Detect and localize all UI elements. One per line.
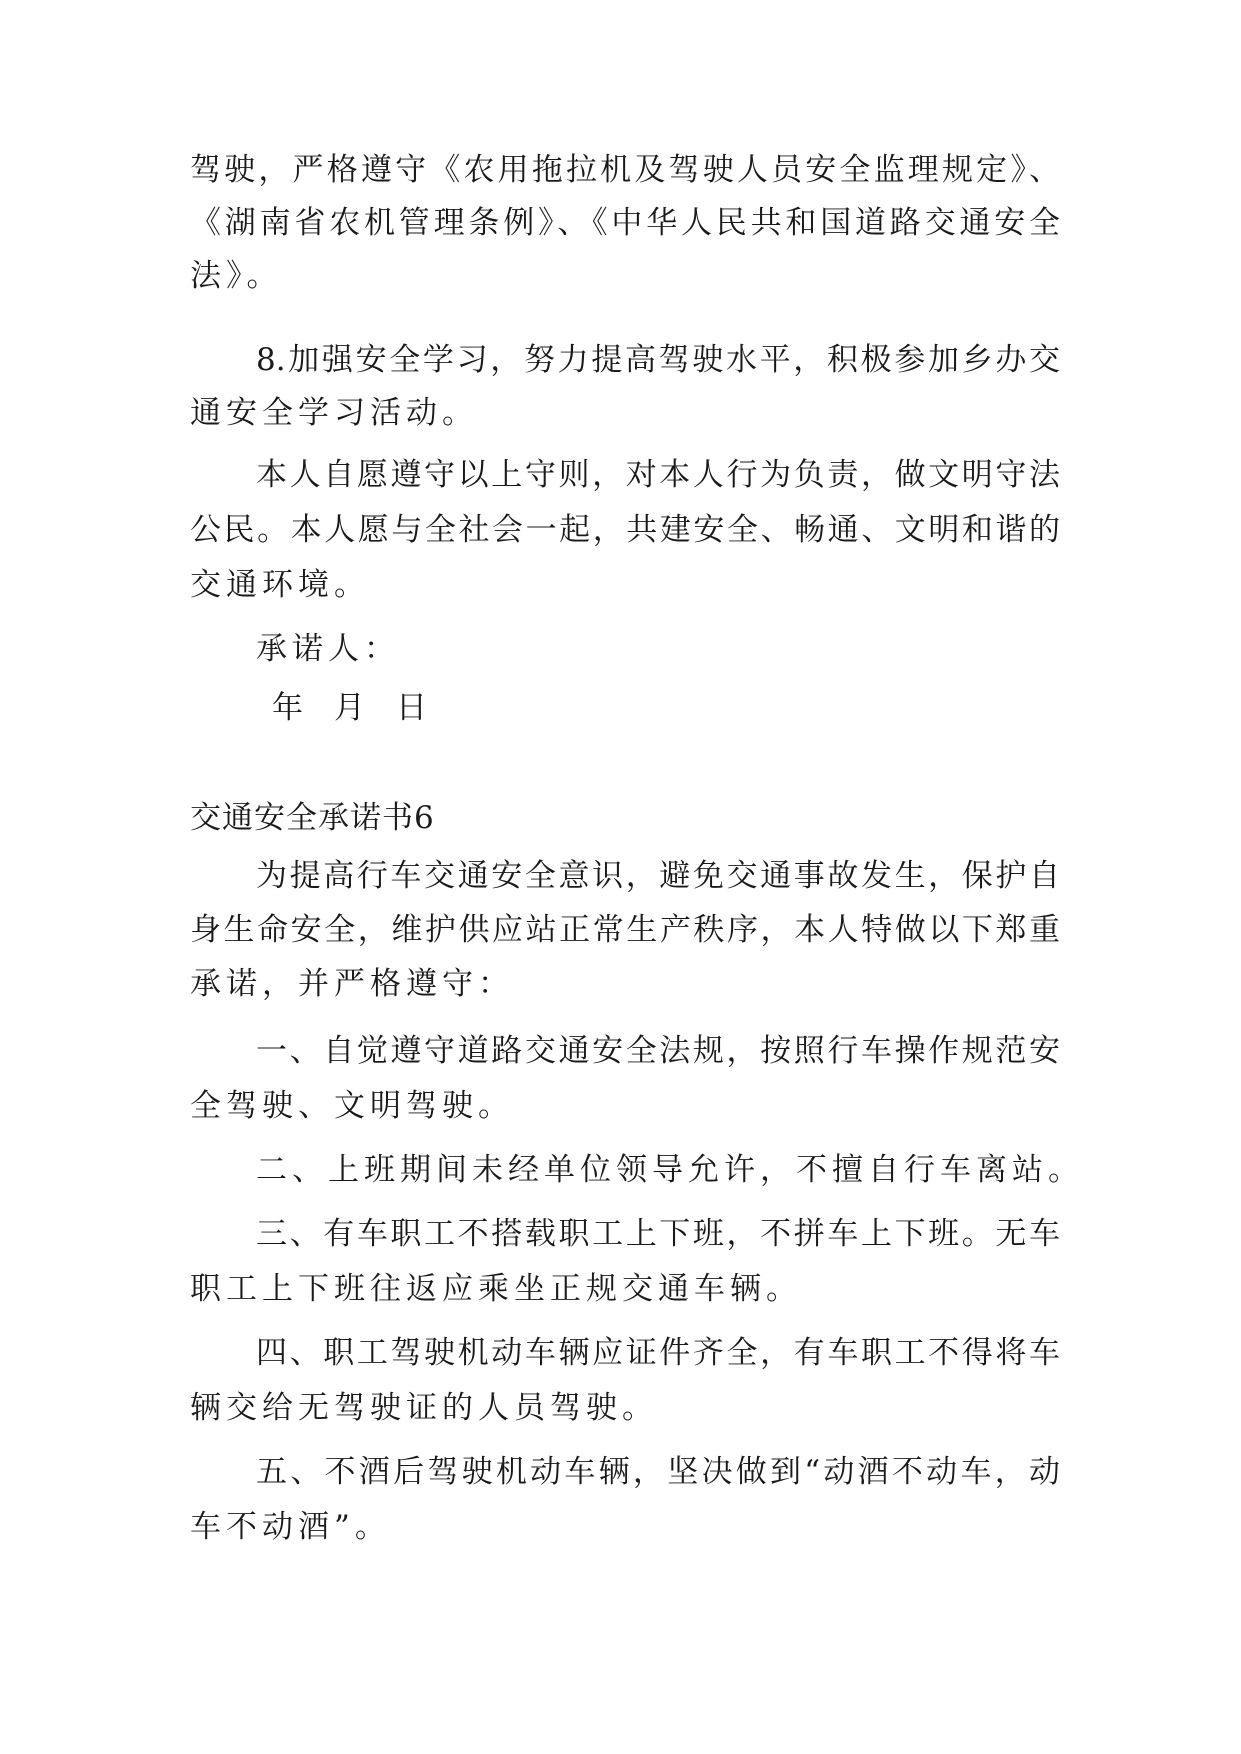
date-year: 年 xyxy=(272,690,308,726)
paragraph-line: 全驾驶、文明驾驶。 xyxy=(190,1088,514,1124)
date-day: 日 xyxy=(396,690,432,726)
paragraph-line: 车不动酒”。 xyxy=(190,1509,391,1545)
paragraph-line: 一、自觉遵守道路交通安全法规，按照行车操作规范安 xyxy=(256,1033,1060,1069)
paragraph-line: 公民。本人愿与全社会一起，共建安全、畅通、文明和谐的 xyxy=(190,512,1060,548)
paragraph-line: 五、不酒后驾驶机动车辆，坚决做到“动酒不动车，动 xyxy=(256,1454,1060,1490)
paragraph-line: 本人自愿遵守以上守则，对本人行为负责，做文明守法 xyxy=(256,457,1060,493)
paragraph-line: 承诺，并严格遵守： xyxy=(190,966,514,1002)
paragraph-line: 交通环境。 xyxy=(190,567,370,603)
date-month: 月 xyxy=(334,690,370,726)
paragraph-line: 三、有车职工不搭载职工上下班，不拼车上下班。无车 xyxy=(256,1216,1060,1252)
paragraph-line: 身生命安全，维护供应站正常生产秩序，本人特做以下郑重 xyxy=(190,912,1060,948)
date-line xyxy=(272,688,1142,728)
paragraph-line: 法》。 xyxy=(190,258,283,294)
paragraph-line: 职工上下班往返应乘坐正规交通车辆。 xyxy=(190,1271,802,1307)
paragraph-line: 通安全学习活动。 xyxy=(190,395,478,431)
signature-label: 承诺人： xyxy=(256,631,400,667)
paragraph-line: 为提高行车交通安全意识，避免交通事故发生，保护自 xyxy=(256,858,1060,894)
paragraph-line: 《湖南省农机管理条例》、《中华人民共和国道路交通安全 xyxy=(190,205,1060,241)
paragraph-line: 二、上班期间未经单位领导允许，不擅自行车离站。 xyxy=(256,1152,1084,1188)
paragraph-line: 驾驶，严格遵守《农用拖拉机及驾驶人员安全监理规定》、 xyxy=(190,152,1060,188)
section-title: 交通安全承诺书6 xyxy=(190,800,435,836)
paragraph-line: 四、职工驾驶机动车辆应证件齐全，有车职工不得将车 xyxy=(256,1335,1060,1371)
paragraph-line: 8.加强安全学习，努力提高驾驶水平，积极参加乡办交 xyxy=(256,342,1060,378)
paragraph-line: 辆交给无驾驶证的人员驾驶。 xyxy=(190,1390,658,1426)
